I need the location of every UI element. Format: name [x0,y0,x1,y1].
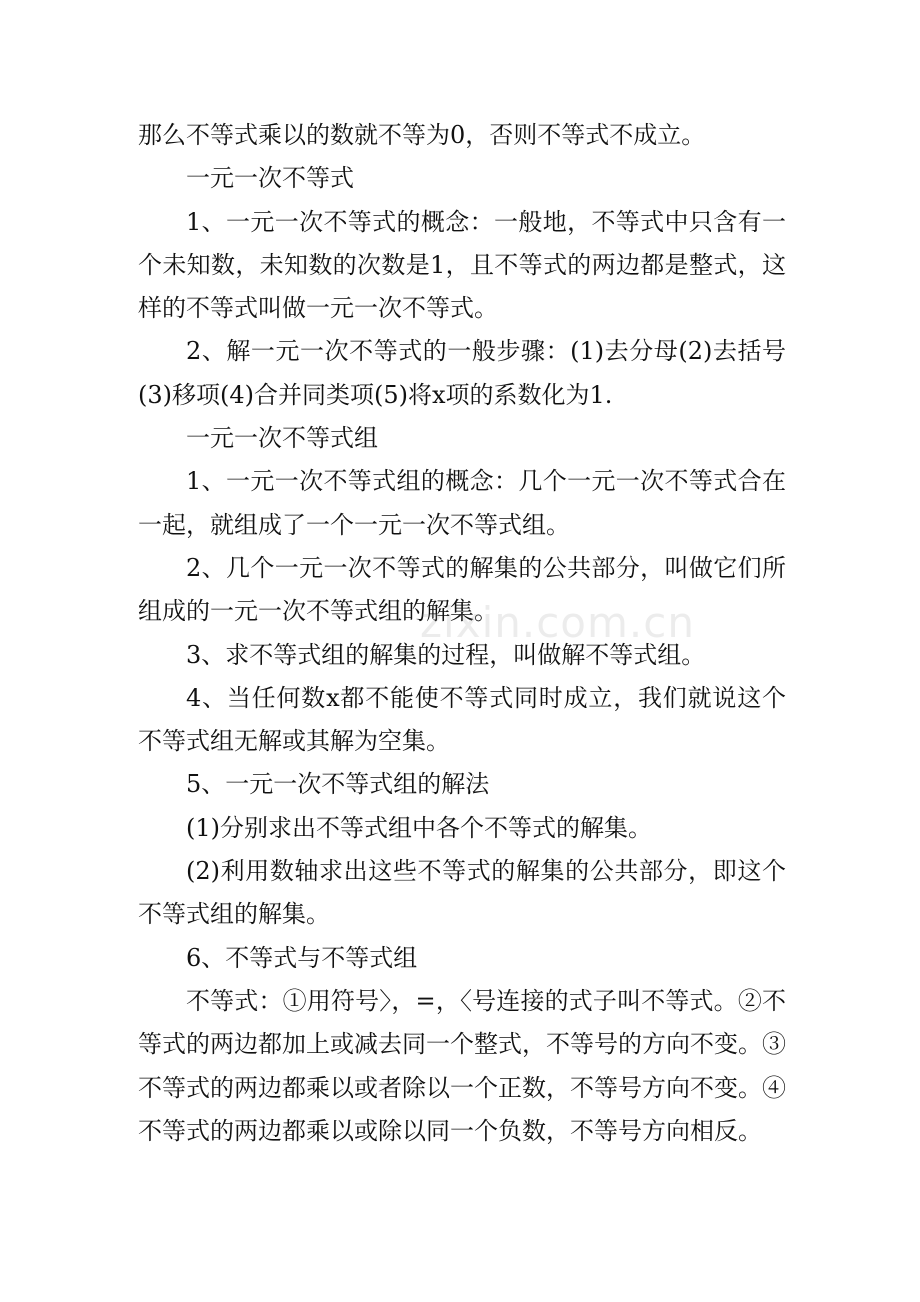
paragraph-inequality-concept: 1、一元一次不等式的概念：一般地，不等式中只含有一个未知数，未知数的次数是1，且不等式的两边都是整式，这样的不等式叫做一元一次不等式。 [138,207,786,323]
paragraph-continuation: 那么不等式乘以的数就不等为0，否则不等式不成立。 [138,121,706,149]
paragraph-no-solution: 4、当任何数x都不能使不等式同时成立，我们就说这个不等式组无解或其解为空集。 [138,683,786,756]
paragraph-system-concept: 1、一元一次不等式组的概念：几个一元一次不等式合在一起，就组成了一个一元一次不等式组。 [138,467,786,539]
paragraph-solution-method-heading: 5、一元一次不等式组的解法 [186,770,490,799]
paragraph-method-step-1: (1)分别求出不等式组中各个不等式的解集。 [186,813,652,842]
paragraph-inequality-properties: 不等式：①用符号〉，=，〈号连接的式子叫不等式。②不等式的两边都加上或减去同一个整式，不等号的方向不变。③不等式的两边都乘以或者除以一个正数，不等号方向不变。④不等式的两边都乘以或除以同一个负数，不等号方向相反。 [138,986,786,1145]
paragraph-solving-steps: 2、解一元一次不等式的一般步骤：(1)去分母(2)去括号(3)移项(4)合并同类项(5)将x项的系数化为1. [138,337,786,409]
paragraph-method-step-2: (2)利用数轴求出这些不等式的解集的公共部分，即这个不等式组的解集。 [138,857,786,929]
section-heading-inequality-system: 一元一次不等式组 [186,424,378,453]
watermark: zixin.com.cn [420,598,695,647]
document-body [138,114,786,1153]
section-heading-linear-inequality: 一元一次不等式 [186,164,354,193]
paragraph-inequality-and-system-heading: 6、不等式与不等式组 [186,943,418,972]
paragraph-system-solution-set: 2、几个一元一次不等式的解集的公共部分，叫做它们所组成的一元一次不等式组的解集。 [138,553,786,626]
paragraph-solving-system: 3、求不等式组的解集的过程，叫做解不等式组。 [186,640,706,669]
